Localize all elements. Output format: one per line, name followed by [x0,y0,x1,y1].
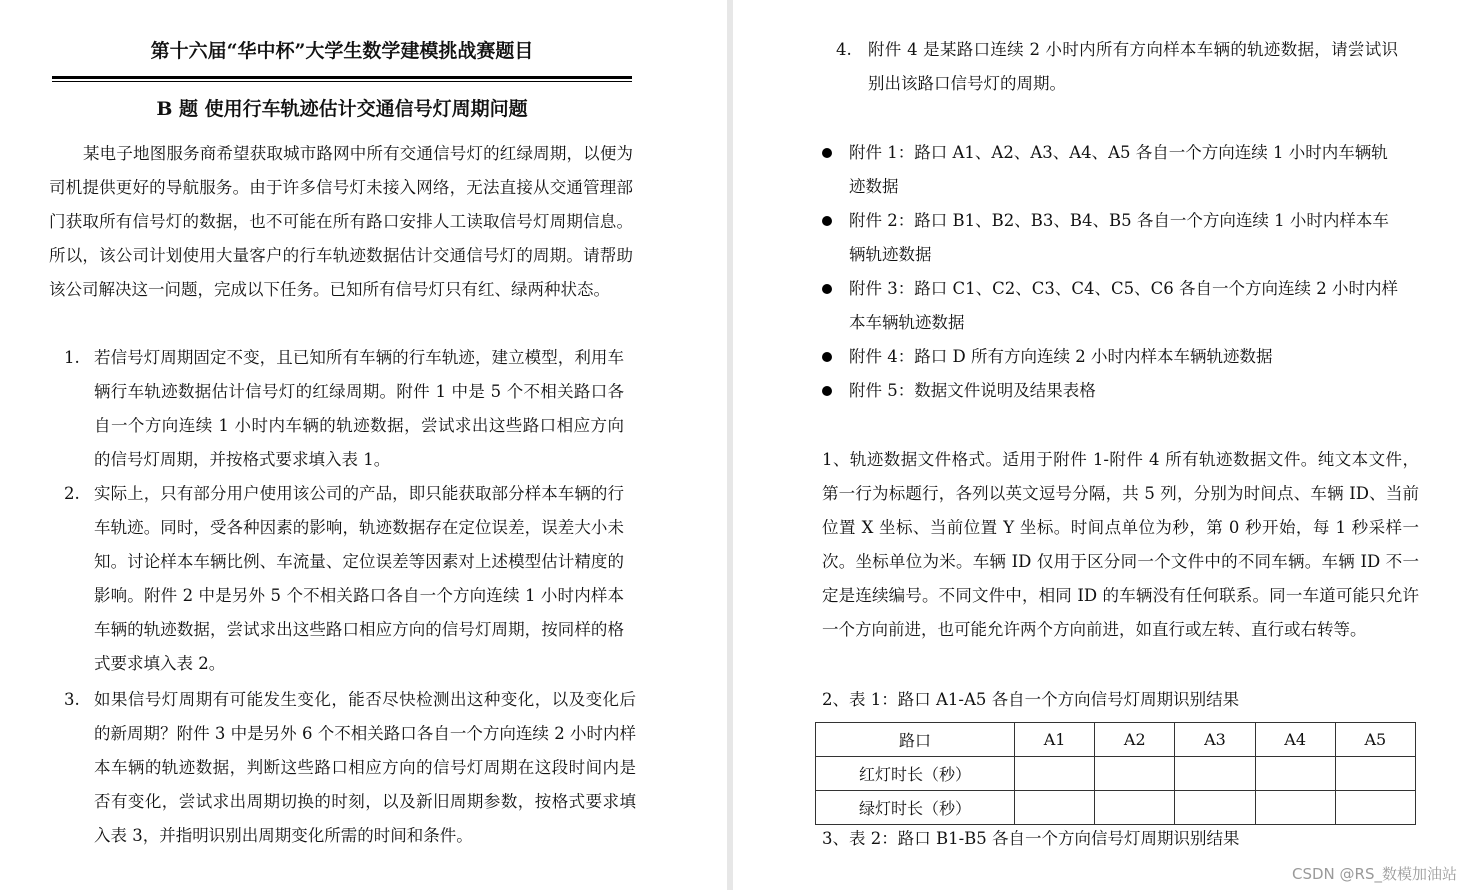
intro-paragraph: 某电子地图服务商希望获取城市路网中所有交通信号灯的红绿周期，以便为司机提供更好的导航服务。由于许多信号灯未接入网络，无法直接从交通管理部门获取所有信号灯的数据，也不可能在所有路口安排人工读取信号灯周期信息。所以，该公司计划使用大量客户的行车轨迹数据估计交通信号灯的周期。请帮助该公司解决这一问题，完成以下任务。已知所有信号灯只有红、绿两种状态。 [49,144,633,299]
task-text: 实际上，只有部分用户使用该公司的产品，即只能获取部分样本车辆的行车轨迹。同时，受各种因素的影响，轨迹数据存在定位误差，误差大小未知。讨论样本车辆比例、车流量、定位误差等因素对上述模型估计精度的影响。附件 2 中是另外 5 个不相关路口各自一个方向连续 1 小时内样本车辆的轨迹数据，尝试求出这些路口相应方向的信号灯周期，按同样的格式要求填入表 2。 [94,484,624,673]
task-text: 如果信号灯周期有可能发生变化，能否尽快检测出这种变化，以及变化后的新周期？附件 3 中是另外 6 个不相关路口各自一个方向连续 2 小时内样本车辆的轨迹数据，判断这些路口相应方向的信号灯周期在这段时间内是否有变化，尝试求出周期切换的时刻，以及新旧周期参数，按格式要求填入表 3，并指明识别出周期变化所需的时间和条件。 [94,690,636,845]
task-text: 若信号灯周期固定不变，且已知所有车辆的行车轨迹，建立模型，利用车辆行车轨迹数据估计信号灯的红绿周期。附件 1 中是 5 个不相关路口各自一个方向连续 1 小时内车辆的轨迹数据，尝试求出这些路口相应方向的信号灯周期，并按格式要求填入表 1。 [94,348,624,469]
task-number: 1. [64,348,80,367]
table-cell [1175,791,1255,825]
table-cell [1015,757,1095,791]
table-cell [1255,791,1335,825]
attachment-text: 附件 4：路口 D 所有方向连续 2 小时内样本车辆轨迹数据 [849,347,1273,366]
table-cell [1095,791,1175,825]
table-header-cell: A2 [1095,723,1175,757]
table-cell [1335,757,1415,791]
task-number: 3. [64,690,80,709]
attachment-text: 附件 2：路口 B1、B2、B3、B4、B5 各自一个方向连续 1 小时内样本车辆轨迹数据 [849,211,1389,264]
table-header-cell: A4 [1255,723,1335,757]
bullet-icon [822,352,832,362]
attachment-text: 附件 3：路口 C1、C2、C3、C4、C5、C6 各自一个方向连续 2 小时内样本车辆轨迹数据 [849,279,1398,332]
table-cell: 红灯时长（秒） [816,757,1015,791]
title-rule-thick [52,76,632,79]
table-row [816,791,1416,825]
table-header-row [816,723,1416,757]
title-rule-thin [52,81,632,82]
table-cell [1255,757,1335,791]
bullet-icon [822,284,832,294]
table-header-cell: A3 [1175,723,1255,757]
table-cell [1015,791,1095,825]
attachment-text: 附件 5：数据文件说明及结果表格 [849,381,1096,400]
bullet-icon [822,386,832,396]
table-header-cell: A1 [1015,723,1095,757]
watermark: CSDN @RS_数模加油站 [1292,865,1457,883]
table-header-cell: A5 [1335,723,1415,757]
table1-caption: 2、表 1：路口 A1-A5 各自一个方向信号灯周期识别结果 [822,690,1240,709]
task-number: 4. [836,40,852,59]
table-cell: 绿灯时长（秒） [816,791,1015,825]
table-cell [1095,757,1175,791]
attachment-text: 附件 1：路口 A1、A2、A3、A4、A5 各自一个方向连续 1 小时内车辆轨迹数据 [849,143,1388,196]
table-1-results [815,722,1416,825]
bullet-icon [822,216,832,226]
table-cell [1335,791,1415,825]
table-header-cell: 路口 [816,723,1015,757]
table-cell [1175,757,1255,791]
table-row [816,757,1416,791]
data-format-description: 1、轨迹数据文件格式。适用于附件 1-附件 4 所有轨迹数据文件。纯文本文件，第一行为标题行，各列以英文逗号分隔，共 5 列，分别为时间点、车辆 ID、当前位置 X 坐标、当前位置 Y 坐标。时间点单位为秒，第 0 秒开始，每 1 秒采样一次。坐标单位为米。车辆 ID 仅用于区分同一个文件中的不同车辆。车辆 ID 不一定是连续编号。不同文件中，相同 ID 的车辆没有任何联系。同一车道可能只允许一个方向前进，也可能允许两个方向前进，如直行或左转、直行或右转等。 [822,450,1419,639]
task-text: 附件 4 是某路口连续 2 小时内所有方向样本车辆的轨迹数据，请尝试识别出该路口信号灯的周期。 [868,40,1398,93]
bullet-icon [822,148,832,158]
table2-caption: 3、表 2：路口 B1-B5 各自一个方向信号灯周期识别结果 [822,829,1240,848]
problem-subtitle: B 题 使用行车轨迹估计交通信号灯周期问题 [156,98,528,120]
task-number: 2. [64,484,80,503]
document-title: 第十六届“华中杯”大学生数学建模挑战赛题目 [150,40,534,62]
